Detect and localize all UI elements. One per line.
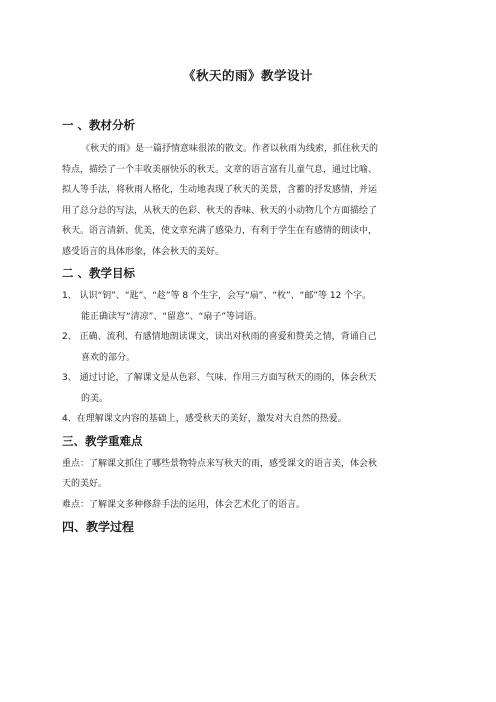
section-heading-analysis: 一 、教材分析 [62,118,136,132]
paragraph-line: 感受语言的具体形象，体会秋天的美好。 [62,246,225,257]
section-heading-key-points: 三、教学重难点 [62,433,143,448]
goal-item-2-continued: 喜欢的部分。 [81,352,136,363]
section-heading-goals: 二 、教学目标 [62,266,136,280]
goal-item-1-continued: 能正确读写“清凉”、“留意”、“扇子”等词语。 [81,311,262,322]
goal-item-2: 2、 正确、流利、有感情地朗读课文，读出对秋雨的喜爱和赞美之情，背诵自己 [62,332,377,342]
paragraph-line: 秋天。语言清新、优美，使文章充满了感染力，有利于学生在有感情的朗读中， [62,226,378,236]
key-point-line: 天的美好。 [62,479,108,489]
goal-item-4: 4、在理解课文内容的基础上，感受秋天的美好，激发对大自然的热爱。 [62,414,347,424]
paragraph-line: 特点，描绘了一个丰收美丽快乐的秋天。文章的语言富有儿童气息，通过比喻、 [62,164,378,175]
document-body [62,117,438,535]
goal-item-3-continued: 的美。 [81,393,109,404]
goal-item-1: 1、 认识“钥”、“匙”、“趁”等 8 个生字，会写“扇”、“枚”、“邮”等 12 个字。 [62,291,372,301]
paragraph-line: 《秋天的雨》是一篇抒情意味很浓的散文。作者以秋雨为线索，抓住秋天的 [81,144,379,154]
key-point-line: 重点：了解课文抓住了哪些景物特点来写秋天的雨，感受课文的语言美，体会秋 [62,458,378,469]
document-title: 《秋天的雨》教学设计 [182,68,313,83]
paragraph-line: 拟人等手法，将秋雨人格化，生动地表现了秋天的美景，含蓄的抒发感情，并运 [62,185,378,195]
difficulty-line: 难点：了解课文多种修辞手法的运用，体会艺术化了的语言。 [62,499,306,510]
section-heading-process: 四、教学过程 [62,520,135,534]
paragraph-line: 用了总分总的写法，从秋天的色彩、秋天的香味、秋天的小动物几个方面描绘了 [62,205,378,216]
goal-item-3: 3、 通过讨论，了解课文是从色彩、气味、作用三方面写秋天的雨的，体会秋天 [62,373,377,383]
